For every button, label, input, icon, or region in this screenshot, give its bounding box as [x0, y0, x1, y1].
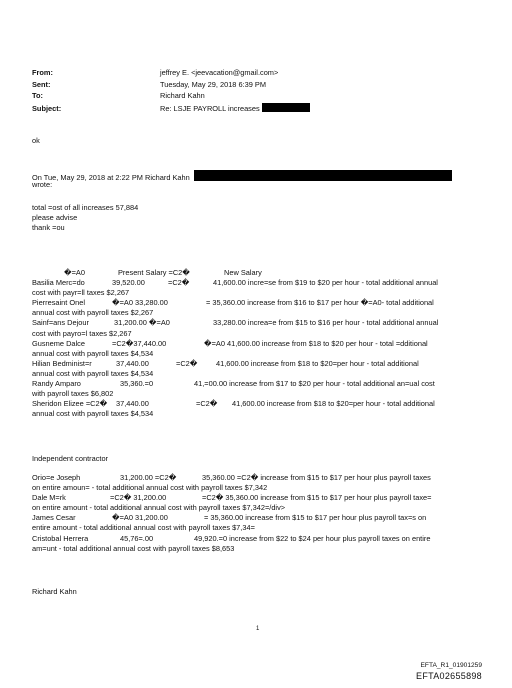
quote-line: thank =ou [32, 222, 65, 232]
table-row [32, 534, 487, 544]
from-label: From: [32, 68, 53, 77]
table-row-continuation [32, 544, 487, 554]
employee-name: Gusneme Dalce [32, 338, 85, 348]
present-salary: 37,440.00 [116, 358, 149, 368]
contractor-table [32, 473, 487, 554]
row-continuation: annual cost with payroll taxes $2,267 [32, 308, 154, 318]
page-number: 1 [256, 626, 260, 632]
employee-name: Sainf=ans Dejour [32, 318, 89, 328]
table-row [32, 399, 487, 409]
new-salary-detail: =C2� 35,360.00 increase from $15 to $17 per hour plus payroll taxe= [202, 493, 432, 503]
row-continuation: with payroll taxes $6,802 [32, 389, 114, 399]
row-continuation: cost with payr=ll taxes $2,267 [32, 288, 130, 298]
present-salary: =C2�37,440.00 [112, 338, 167, 348]
new-salary-detail: = 35,360.00 increase from $15 to $17 per hour plus payroll tax=s on [204, 513, 427, 523]
sent-row [32, 80, 472, 92]
row-continuation: on entire amount - total additional annual cost with payroll taxes $7,342=/div> [32, 503, 286, 513]
new-salary-detail: 41,600.00 incre=se from $19 to $20 per hour - total additional annual [213, 278, 438, 288]
row-continuation: entire amount - total additional annual cost with payroll taxes $7,34= [32, 523, 255, 533]
table-row-continuation [32, 523, 487, 533]
quote-intro-line2: wrote: [32, 179, 53, 189]
table-row-continuation [32, 409, 487, 419]
table-row [32, 493, 487, 503]
quote-intro-line1: On Tue, May 29, 2018 at 2:22 PM Richard Kahn [32, 173, 190, 182]
row-continuation: cost with payro=l taxes $2,267 [32, 328, 132, 338]
encoding-artifact: =C2� [176, 358, 198, 368]
employee-name: Randy Amparo [32, 379, 81, 389]
new-salary-detail: �=A0 41,600.00 increase from $18 to $20 per hour - total =dditional [204, 338, 428, 348]
table-row-continuation [32, 389, 487, 399]
subject-row [32, 103, 472, 115]
table-row-continuation [32, 308, 487, 318]
employee-name: Pierresaint Onel [32, 298, 85, 308]
table-row-continuation [32, 369, 487, 379]
header-col0: �=A0 [64, 268, 85, 277]
sent-value: Tuesday, May 29, 2018 6:39 PM [160, 79, 266, 89]
header-new-salary: New Salary [224, 268, 262, 277]
table-row-continuation [32, 349, 487, 359]
row-continuation: annual cost with payroll taxes $4,534 [32, 348, 154, 358]
contractor-name: Orio=e Joseph [32, 473, 81, 482]
new-salary-detail: 35,360.00 =C2� increase from $15 to $17 per hour plus payroll taxes [202, 473, 431, 482]
quote-line: total =ost of all increases 57,884 [32, 203, 139, 212]
signature: Richard Kahn [32, 587, 77, 596]
footer-reference-2: EFTA02655898 [416, 670, 482, 681]
from-row [32, 68, 472, 80]
table-row [32, 278, 487, 288]
redaction-box [262, 103, 310, 112]
new-salary-detail: 41,600.00 increase from $18 to $20=per hour - total additional [216, 358, 419, 368]
row-continuation: on entire amoun= - total additional annual cost with payroll taxes $7,342 [32, 483, 268, 493]
table-row [32, 298, 487, 308]
footer-reference-1: EFTA_R1_01901259 [420, 662, 482, 669]
table-row [32, 473, 487, 483]
present-salary: 35,360.=0 [120, 379, 154, 389]
to-label: To: [32, 91, 43, 101]
redaction-box [194, 170, 452, 181]
new-salary-detail: 33,280.00 increa=e from $15 to $16 per hour - total additional annual [213, 318, 439, 328]
contractor-heading: Independent contractor [32, 454, 109, 463]
row-continuation: annual cost with payroll taxes $4,534 [32, 368, 154, 378]
table-row-continuation [32, 483, 487, 493]
present-salary: 31,200.00 =C2� [120, 473, 177, 482]
present-salary: �=A0 33,280.00 [112, 298, 168, 308]
new-salary-detail: 41,600.00 increase from $18 to $20=per hour - total additional [232, 399, 435, 409]
table-row [32, 513, 487, 523]
employee-name: Basilia Merc=do [32, 278, 85, 288]
table-row-continuation [32, 329, 487, 339]
document-footer [416, 662, 482, 683]
contractor-name: James Cesar [32, 513, 76, 523]
row-continuation: annual cost with payroll taxes $4,534 [32, 409, 154, 419]
present-salary: 45,76=.00 [120, 533, 154, 543]
contractor-name: Cristobal Herrera [32, 533, 89, 543]
employee-name: Sheridon Elizee =C2� [32, 399, 108, 409]
header-present-salary: Present Salary =C2� [118, 268, 190, 277]
table-row-continuation [32, 288, 487, 298]
present-salary: 39,520.00 [112, 278, 145, 288]
from-value: jeffrey E. <jeevacation@gmail.com> [160, 68, 279, 77]
quote-line: please advise [32, 212, 78, 222]
employee-name: Hilian Bedminist=r [32, 358, 92, 368]
table-row [32, 339, 487, 349]
to-value: Richard Kahn [160, 91, 205, 101]
row-continuation: am=unt - total additional annual cost with payroll taxes $8,653 [32, 543, 235, 553]
reply-text: ok [32, 136, 40, 145]
encoding-artifact: =C2� [196, 399, 218, 409]
table-row [32, 379, 487, 389]
present-salary: 31,200.00 �=A0 [114, 318, 170, 328]
email-header [32, 68, 472, 114]
subject-label: Subject: [32, 103, 62, 113]
present-salary: =C2� 31,200.00 [110, 493, 167, 503]
table-row-continuation [32, 503, 487, 513]
new-salary-detail: 41,=00.00 increase from $17 to $20 per hour - total additional an=ual cost [194, 379, 435, 389]
new-salary-detail: = 35,360.00 increase from $16 to $17 per hour �=A0- total additional [206, 298, 434, 308]
contractor-name: Dale M=rk [32, 493, 66, 503]
to-row [32, 91, 472, 103]
table-row [32, 318, 487, 328]
table-header [32, 268, 487, 278]
salary-table [32, 268, 487, 419]
present-salary: 37,440.00 [116, 399, 149, 409]
encoding-artifact: =C2� [168, 278, 190, 288]
subject-value: Re: LSJE PAYROLL increases [160, 103, 260, 113]
table-row [32, 359, 487, 369]
sent-label: Sent: [32, 79, 51, 89]
present-salary: �=A0 31,200.00 [112, 513, 168, 523]
new-salary-detail: 49,920.=0 increase from $22 to $24 per hour plus payroll taxes on entire [194, 533, 431, 543]
